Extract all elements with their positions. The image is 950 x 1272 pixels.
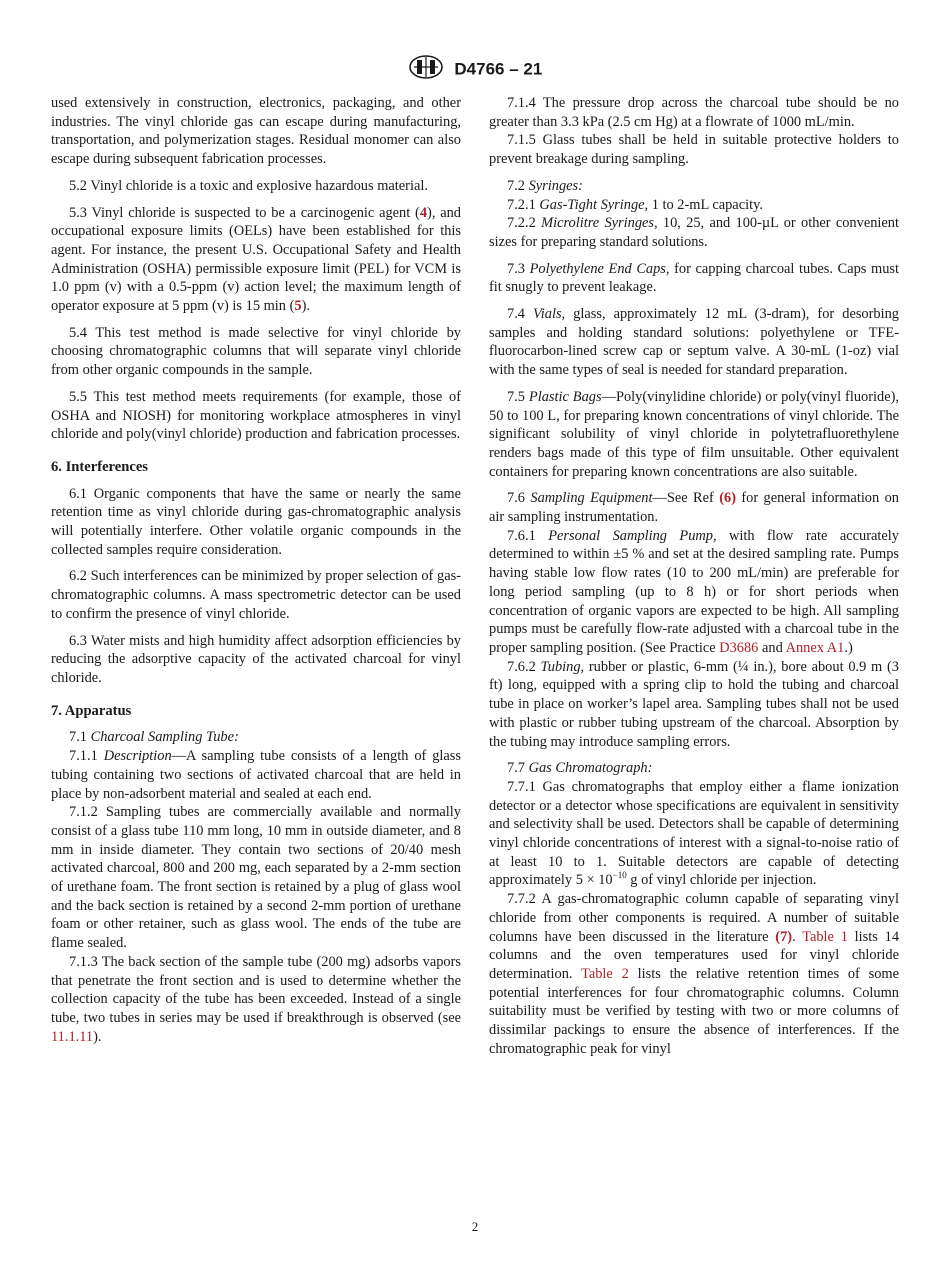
paragraph-7-7: 7.7 Gas Chromatograph: [507, 760, 653, 777]
paragraph-7-7-1: 7.7.1 Gas chromatographs that employ either a flame ionization detector or a detector whose specifications are equivalent in sensitivity and selectivity shall be used. Detectors shall be capable of determining vinyl chloride concentrations of interest with a signal-to-noise ratio of at least 10 to 1. Suitable detectors are capable of detecting approximately $5 \times 10^{-10}$ g of vinyl chloride per injection. [489, 778, 899, 889]
paragraph-7-1-2: 7.1.2 Sampling tubes are commercially available and normally consist of a glass tube 110 mm long, 10 mm in outside diameter, and 8 mm in inside diameter. They contain two sections of 20/40 mesh activated charcoal, 800 and 200 mg, each separated by a 2-mm section of urethane foam. The front section is retained by a plug of glass wool and the back section is retained by a second 2-mm portion of urethane foam or other retainer, such as glass wool. The ends of the tube are flame sealed. [51, 804, 461, 952]
paragraph-7-1-5: 7.1.5 Glass tubes shall be held in suitable protective holders to prevent breakage during sampling. [489, 132, 899, 168]
ref-link-4[interactable]: 4 [419, 204, 428, 221]
document-code: D4766 – 21 [454, 59, 543, 79]
paragraph-5-2: 5.2 Vinyl chloride is a toxic and explosive hazardous material. [69, 177, 428, 194]
page-header [0, 54, 950, 85]
paragraph-7-7-2: 7.7.2 A gas-chromatographic column capable of separating vinyl chloride from other components is required. A number of suitable columns have been discussed in the literature (7). Table 1 lists 14 columns and the oven temperatures used for vinyl chloride determination. Table 2 lists the relative retention times of some potential interferences for four chromatographic columns. Column suitability must be verified by testing with two or more columns of dissimilar packings to ensure the absence of interferences. If the chromatographic peak for vinyl [489, 891, 900, 1057]
paragraph-7-3: 7.3 Polyethylene End Caps, for capping charcoal tubes. Caps must fit snugly to prevent leakage. [489, 260, 899, 296]
paragraph-5-1-continued: used extensively in construction, electronics, packaging, and other industries. The vinyl chloride gas can escape during manufacturing, transportation, and polymerization stages. Residual monomer can also escape during subsequent fabrication processes. [51, 95, 461, 168]
ref-link-5[interactable]: 5 [294, 298, 302, 315]
paragraph-7-1: 7.1 Charcoal Sampling Tube: [69, 729, 239, 746]
paragraph-6-1: 6.1 Organic components that have the same or nearly the same retention time as vinyl chloride during gas-chromatographic analysis will potentially interfere. Other volatile organic compounds in the collected samples require consideration. [51, 485, 461, 558]
ref-link-11-1-11[interactable]: 11.1.11 [51, 1028, 94, 1045]
ref-link-7[interactable]: (7) [775, 928, 793, 945]
ref-link-d3686[interactable]: D3686 [719, 639, 759, 656]
page-number: 2 [471, 1219, 479, 1234]
right-column [489, 94, 899, 1066]
ref-link-annex-a1[interactable]: Annex A1 [785, 639, 845, 656]
left-column [51, 94, 461, 1054]
paragraph-7-4: 7.4 Vials, glass, approximately 12 mL (3-dram), for desorbing samples and holding standard solutions: polyethylene or TFE-fluorocarbon-lined screw cap or septum valve. A 30-mL (1-oz) vial with the same types of seal is needed for standard preparation. [489, 306, 899, 379]
ref-link-6[interactable]: (6) [719, 490, 736, 507]
paragraph-7-2-1: 7.2.1 Gas-Tight Syringe, 1 to 2-mL capacity. [507, 196, 763, 213]
paragraph-7-6-2: 7.6.2 Tubing, rubber or plastic, 6-mm (¼ in.), bore about 0.9 m (3 ft) long, equipped with a spring clip to hold the tubing and charcoal tube in place on worker’s lapel area. Sampling tubes shall not be used with plastic or rubber tubing upstream of the charcoal. Absorption by the tubing may introduce sampling errors. [489, 658, 899, 750]
section-7-heading: 7. Apparatus [51, 702, 132, 719]
paragraph-7-2-2: 7.2.2 Microlitre Syringes, 10, 25, and 100-µL or other convenient sizes for preparing standard solutions. [489, 215, 899, 250]
paragraph-5-3: 5.3 Vinyl chloride is suspected to be a carcinogenic agent (4), and occupational exposure limits (OELs) have been established for this agent. For instance, the present U.S. Occupational Safety and Health Administration (OSHA) permissible exposure limit (PEL) for VCM is 1.0 ppm (v) with a 0.5-ppm (v) action level; the maximum length of operator exposure at 5 ppm (v) is 15 min (5). [51, 204, 461, 315]
paragraph-5-5: 5.5 This test method meets requirements (for example, those of OSHA and NIOSH) for monitoring workplace atmospheres in vinyl chloride and poly(vinyl chloride) production and fabrication processes. [51, 388, 461, 443]
paragraph-7-6: 7.6 Sampling Equipment—See Ref (6) for general information on air sampling instrumentation. [489, 490, 899, 526]
paragraph-7-2: 7.2 Syringes: [507, 177, 583, 194]
paragraph-6-2: 6.2 Such interferences can be minimized by proper selection of gas-chromatographic columns. A mass spectrometric detector can be used to confirm the presence of vinyl chloride. [51, 568, 461, 622]
paragraph-7-1-3: 7.1.3 The back section of the sample tube (200 mg) adsorbs vapors that penetrate the front section and is used to determine whether the collection capacity of the tube has been exceeded. Instead of a single tube, two tubes in series may be used if breakthrough is observed (see 11.1.11). [51, 953, 461, 1045]
paragraph-7-5: 7.5 Plastic Bags—Poly(vinylidine chloride) or poly(vinyl fluoride), 50 to 100 L, for preparing known concentrations of vinyl chloride. The significant solubility of vinyl chloride in polytetrafluorethylene renders bags made of this type of film unsuitable. Other equivalent containers for preparing known concentrations are also suitable. [489, 388, 899, 480]
paragraph-5-4: 5.4 This test method is made selective for vinyl chloride by choosing chromatographic columns that will separate vinyl chloride from other organic compounds in the sample. [51, 324, 461, 379]
paragraph-7-1-1: 7.1.1 Description—A sampling tube consists of a length of glass tubing containing two sections of activated charcoal that are held in place by non-adsorbent material and sealed at each end. [51, 748, 461, 802]
paragraph-7-6-1: 7.6.1 Personal Sampling Pump, with flow rate accurately determined to within ±5 % and set at the desired sampling rate. Pumps having stable low flow rates (10 to 200 mL/min) are preferable for long period sampling (up to 8 h) or for short periods when concentration of organic vapors are expected to be high. All sampling pumps must be carefully flow-rate adjusted with a charcoal tube in the proper sampling position. (See Practice D3686 and Annex A1.) [489, 527, 899, 656]
ref-link-table-1[interactable]: Table 1 [802, 928, 848, 945]
section-6-heading: 6. Interferences [51, 458, 148, 475]
paragraph-7-1-4: 7.1.4 The pressure drop across the charcoal tube should be no greater than 3.3 kPa (2.5 cm Hg) at a flowrate of 1000 mL/min. [489, 95, 899, 130]
astm-logo-icon [408, 54, 444, 85]
ref-link-table-2[interactable]: Table 2 [581, 965, 629, 982]
paragraph-6-3: 6.3 Water mists and high humidity affect adsorption efficiencies by reducing the adsorptive capacity of the activated charcoal for vinyl chloride. [51, 632, 461, 686]
